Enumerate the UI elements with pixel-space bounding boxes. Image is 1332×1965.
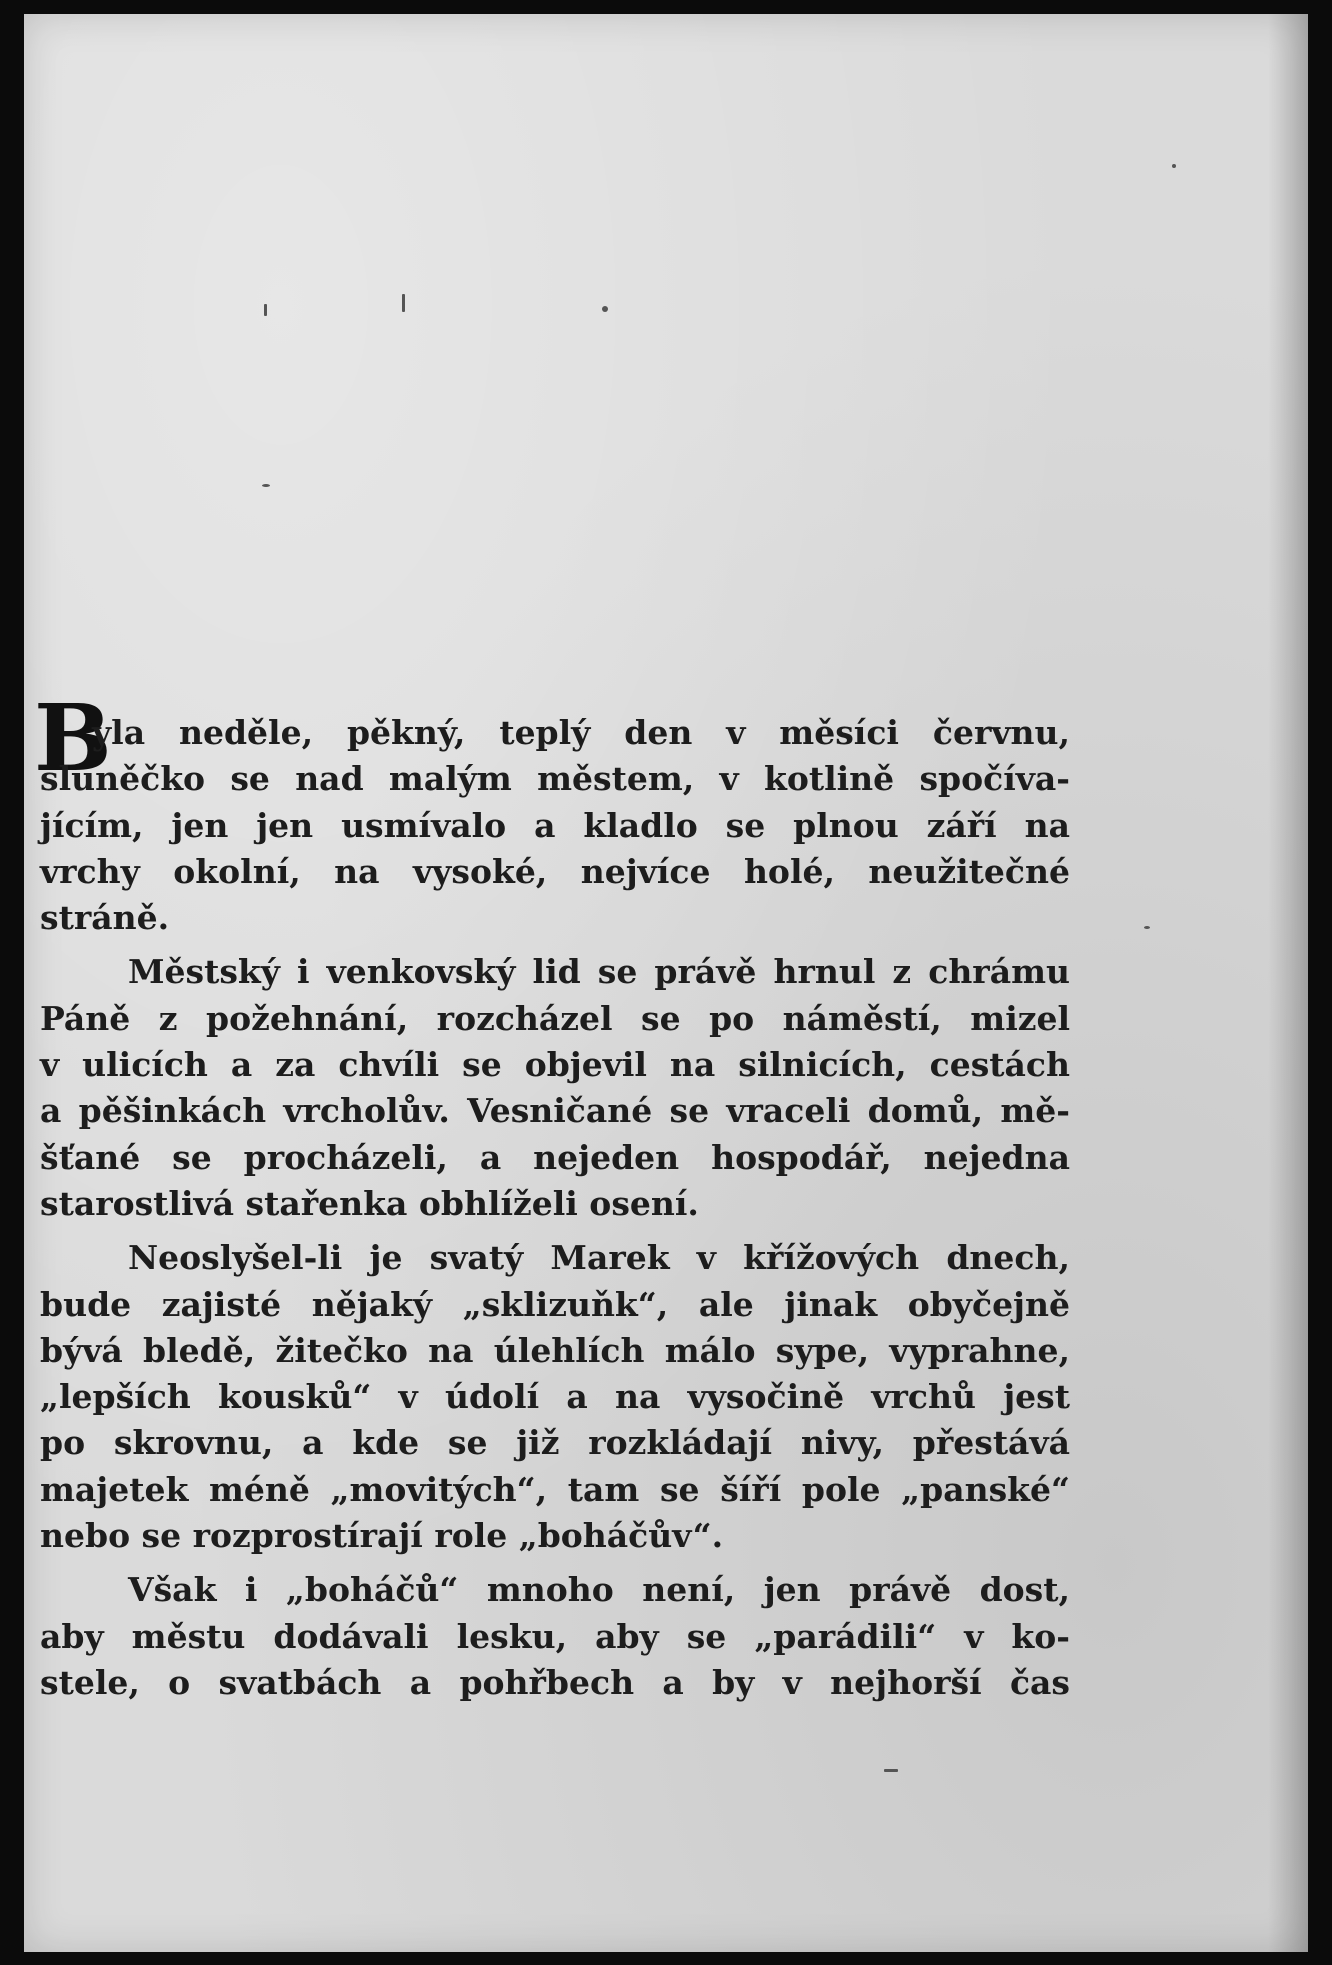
text-line: stráně.	[40, 898, 170, 938]
text-line: majetek méně „movitých“, tam se šíří pole „panské“	[40, 1469, 1070, 1509]
ink-speck	[1144, 926, 1150, 929]
paragraph-1	[40, 710, 1070, 941]
text-line: a pěšinkách vrcholův. Vesničané se vraceli domů, mě-	[40, 1091, 1070, 1131]
text-line: aby městu dodávali lesku, aby se „parádili“ v ko-	[40, 1616, 1070, 1656]
page-edge-shadow	[1268, 14, 1308, 1952]
ink-speck	[1172, 164, 1176, 168]
ink-speck	[602, 306, 608, 312]
text-line: v ulicích a za chvíli se objevil na silnicích, cestách	[40, 1045, 1070, 1085]
text-line: jícím, jen jen usmívalo a kladlo se plnou září na	[40, 805, 1070, 845]
paragraph-3	[40, 1235, 1070, 1559]
text-line: stele, o svatbách a pohřbech a by v nejhorší čas	[40, 1662, 1070, 1702]
text-line: po skrovnu, a kde se již rozkládají nivy, přestává	[40, 1423, 1070, 1463]
text-line: vrchy okolní, na vysoké, nejvíce holé, neužitečné	[40, 851, 1070, 891]
ink-speck	[262, 484, 270, 487]
text-line: Neoslyšel-li je svatý Marek v křížových dnech,	[128, 1238, 1070, 1278]
text-line: Páně z požehnání, rozcházel se po náměstí, mizel	[40, 998, 1070, 1038]
text-line: sluněčko se nad malým městem, v kotlině spočíva-	[40, 759, 1070, 799]
text-line: bude zajisté nějaký „sklizuňk“, ale jinak obyčejně	[40, 1284, 1070, 1324]
text-line: starostlivá stařenka obhlíželi osení.	[40, 1183, 699, 1223]
text-line: nebo se rozprostírají role „boháčův“.	[40, 1516, 724, 1556]
paragraph-4	[40, 1567, 1070, 1706]
text-line: bývá bledě, žitečko na úlehlích málo sype, vyprahne,	[40, 1330, 1070, 1370]
text-line: šťané se procházeli, a nejeden hospodář, nejedna	[40, 1137, 1070, 1177]
paragraph-2	[40, 949, 1070, 1227]
text-line: yla neděle, pěkný, teplý den v měsíci červnu,	[92, 713, 1070, 752]
text-line: „lepších kousků“ v údolí a na vysočině vrchů jest	[40, 1377, 1070, 1417]
ink-speck	[264, 304, 267, 316]
body-text	[40, 710, 1070, 1714]
text-line: Však i „boháčů“ mnoho není, jen právě dost,	[128, 1570, 1070, 1610]
ink-speck	[884, 1769, 898, 1772]
drop-cap: B	[34, 684, 112, 792]
ink-speck	[402, 294, 405, 312]
text-line: Městský i venkovský lid se právě hrnul z chrámu	[128, 952, 1070, 992]
